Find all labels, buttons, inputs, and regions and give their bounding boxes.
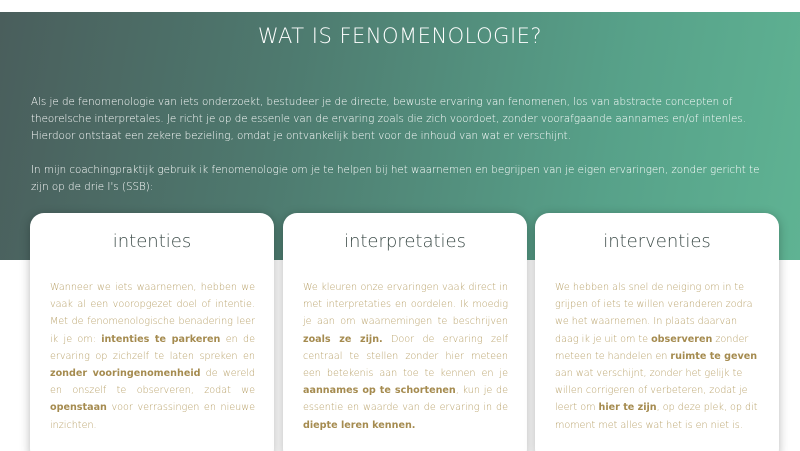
- body-text: , kun je de essentie en waarde van de ervaring in de: [303, 385, 508, 414]
- emphasis-text: openstaan: [50, 402, 107, 414]
- top-strip: [0, 0, 800, 12]
- body-text: en de ervaring op zichzelf te laten spreken en: [50, 333, 255, 362]
- body-text: We kleuren onze ervaringen vaak direct in met interpretaties en oordelen. Ik moedig je aan om waarnemingen te beschrijven: [303, 282, 508, 328]
- card-intenties: [30, 213, 274, 451]
- card-title: intenties: [112, 231, 192, 252]
- card-interventies: [535, 213, 779, 451]
- card-interpretaties: [283, 213, 527, 451]
- emphasis-text: observeren: [651, 333, 713, 345]
- body-text: de wereld en onszelf te observeren, zodat we: [50, 368, 256, 397]
- body-text: , op deze plek, op dit moment met alles wat het is en niet is.: [555, 402, 758, 431]
- emphasis-text: diepte leren kennen.: [303, 419, 416, 431]
- emphasis-text: ruimte te geven: [670, 350, 758, 362]
- body-text: Wanneer we iets waarnemen, hebben we vaak al een vooropgezet doel of intentie. Met de fenomenologische benadering leer ik je om:: [50, 282, 255, 345]
- page-title: WAT IS FENOMENOLOGIE?: [257, 24, 543, 48]
- card-body: [303, 279, 508, 434]
- card-body: [50, 279, 255, 434]
- body-text: We hebben als snel de neiging om in te grijpen of iets te willen veranderen zodra we het waarnemen. In plaats daarvan daag ik je uit om te: [555, 282, 753, 345]
- emphasis-text: aannames op te schortenen: [303, 385, 456, 397]
- intro-paragraph: Als je de fenomenologie van iets onderzoekt, bestudeer je de directe, bewuste ervaring van fenomenen, los van abstracte concepten of theorelsche interpretales. Je richt je op de essenle van de ervaring zoals die zich voordoet, zonder voorafgaande aannames en/of intenles. Hierdoor ontstaat een zekere bezieling, omdat je ontvankelijk bent voor de inhoud van wat er verschijnt.: [31, 96, 746, 142]
- body-text: aan wat verschijnt, zonder het gelijk te willen corrigeren of verbeteren, zodat je leert om: [555, 368, 748, 414]
- body-text: voor verrassingen en nieuwe inzichten.: [50, 402, 255, 431]
- emphasis-text: intenties te parkeren: [101, 333, 221, 345]
- card-body: [555, 279, 760, 434]
- body-text: Door de ervaring zelf centraal te stellen zonder hier meteen een betekenis aan toe te kennen en je: [303, 333, 508, 380]
- card-title: interpretaties: [343, 231, 467, 252]
- emphasis-text: hier te zijn: [598, 402, 657, 414]
- card-title: interventies: [603, 231, 711, 252]
- body-text: zonder meteen te handelen en: [555, 333, 749, 362]
- coaching-paragraph: In mijn coachingpraktijk gebruik ik fenomenologie om je te helpen bij het waarnemen en begrijpen van je eigen ervaringen, zonder gericht te zijn op de drie I's (SSB):: [31, 164, 760, 193]
- emphasis-text: zonder vooringenomenheid: [50, 368, 201, 380]
- emphasis-text: zoals ze zijn.: [303, 333, 383, 345]
